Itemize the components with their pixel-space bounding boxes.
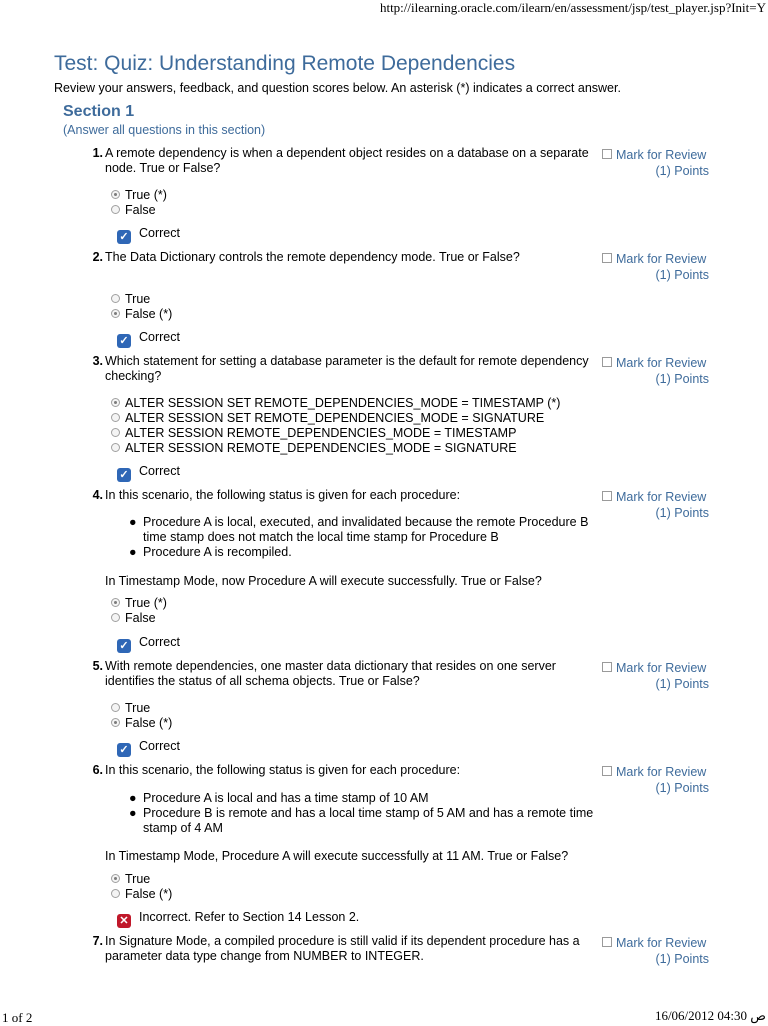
mark-label[interactable]: Mark for Review xyxy=(616,765,707,779)
feedback xyxy=(117,330,180,348)
feedback xyxy=(117,226,180,244)
scenario-list xyxy=(129,791,603,836)
option-2[interactable] xyxy=(111,411,544,426)
list-item xyxy=(129,806,603,836)
checkbox-icon[interactable] xyxy=(602,937,612,947)
radio-icon[interactable] xyxy=(111,443,120,452)
radio-icon[interactable] xyxy=(111,889,120,898)
question-followup: In Timestamp Mode, Procedure A will execute successfully at 11 AM. True or False? xyxy=(105,849,569,863)
checkbox-icon[interactable] xyxy=(602,491,612,501)
option-1[interactable] xyxy=(111,396,560,411)
points: (1) Points xyxy=(655,268,709,282)
question-number: 2. xyxy=(92,250,103,264)
question-number: 5. xyxy=(92,659,103,673)
option-label: True (*) xyxy=(125,596,167,610)
radio-icon[interactable] xyxy=(111,428,120,437)
option-label: ALTER SESSION REMOTE_DEPENDENCIES_MODE = SIGNATURE xyxy=(125,441,517,455)
question-number: 6. xyxy=(92,763,103,777)
option-label: True (*) xyxy=(125,188,167,202)
mark-label[interactable]: Mark for Review xyxy=(616,356,707,370)
option-label: True xyxy=(125,701,151,715)
question-text: The Data Dictionary controls the remote dependency mode. True or False? xyxy=(105,250,520,264)
option-label: False xyxy=(125,611,156,625)
mark-label[interactable]: Mark for Review xyxy=(616,661,707,675)
bullet-icon: ● xyxy=(129,806,137,820)
check-icon: ✓ xyxy=(117,639,131,653)
mark-label[interactable]: Mark for Review xyxy=(616,490,707,504)
mark-for-review[interactable] xyxy=(602,252,706,266)
question-text: In this scenario, the following status is given for each procedure: xyxy=(105,488,461,502)
question-followup: In Timestamp Mode, now Procedure A will execute successfully. True or False? xyxy=(105,574,542,588)
option-label: False (*) xyxy=(125,716,173,730)
page-counter: 1 of 2 xyxy=(2,1010,33,1025)
section-subtitle: (Answer all questions in this section) xyxy=(63,123,266,137)
option-2[interactable] xyxy=(111,887,172,902)
bullet-icon: ● xyxy=(129,515,137,529)
list-item xyxy=(129,545,603,560)
radio-selected-icon[interactable] xyxy=(111,874,120,883)
list-item xyxy=(129,515,603,545)
option-2[interactable] xyxy=(111,611,156,626)
feedback-text: Correct xyxy=(139,464,180,478)
radio-selected-icon[interactable] xyxy=(111,190,120,199)
option-label: ALTER SESSION SET REMOTE_DEPENDENCIES_MODE = SIGNATURE xyxy=(125,411,545,425)
mark-for-review[interactable] xyxy=(602,936,706,950)
option-label: ALTER SESSION REMOTE_DEPENDENCIES_MODE = TIMESTAMP xyxy=(125,426,517,440)
page-title: Test: Quiz: Understanding Remote Dependencies xyxy=(54,52,516,75)
scenario-list xyxy=(129,515,603,560)
mark-for-review[interactable] xyxy=(602,356,706,370)
list-item-text: Procedure A is recompiled. xyxy=(143,545,292,559)
question-text: A remote dependency is when a dependent object resides on a database on a separate node. True or False? xyxy=(105,146,589,175)
x-icon: ✕ xyxy=(117,914,131,928)
check-icon: ✓ xyxy=(117,743,131,757)
option-4[interactable] xyxy=(111,441,517,456)
checkbox-icon[interactable] xyxy=(602,253,612,263)
checkbox-icon[interactable] xyxy=(602,662,612,672)
option-label: ALTER SESSION SET REMOTE_DEPENDENCIES_MODE = TIMESTAMP (*) xyxy=(125,396,561,410)
option-2[interactable] xyxy=(111,307,172,322)
radio-icon[interactable] xyxy=(111,703,120,712)
points: (1) Points xyxy=(655,506,709,520)
mark-for-review[interactable] xyxy=(602,490,706,504)
radio-selected-icon[interactable] xyxy=(111,398,120,407)
option-label: True xyxy=(125,292,151,306)
feedback xyxy=(117,635,180,653)
check-icon: ✓ xyxy=(117,334,131,348)
option-1[interactable] xyxy=(111,701,150,716)
option-2[interactable] xyxy=(111,203,156,218)
option-label: False xyxy=(125,203,156,217)
feedback-text: Correct xyxy=(139,330,180,344)
question-text: Which statement for setting a database parameter is the default for remote dependency checking? xyxy=(105,354,589,383)
option-label: False (*) xyxy=(125,307,173,321)
radio-icon[interactable] xyxy=(111,294,120,303)
feedback xyxy=(117,464,180,482)
checkbox-icon[interactable] xyxy=(602,766,612,776)
check-icon: ✓ xyxy=(117,230,131,244)
radio-icon[interactable] xyxy=(111,613,120,622)
mark-label[interactable]: Mark for Review xyxy=(616,936,707,950)
radio-icon[interactable] xyxy=(111,205,120,214)
option-1[interactable] xyxy=(111,188,167,203)
mark-for-review[interactable] xyxy=(602,661,706,675)
points: (1) Points xyxy=(655,677,709,691)
option-1[interactable] xyxy=(111,596,167,611)
bullet-icon: ● xyxy=(129,791,137,805)
feedback-text: Correct xyxy=(139,739,180,753)
feedback xyxy=(117,739,180,757)
question-number: 1. xyxy=(92,146,103,160)
checkbox-icon[interactable] xyxy=(602,357,612,367)
feedback xyxy=(117,910,359,928)
radio-selected-icon[interactable] xyxy=(111,718,120,727)
question-number: 4. xyxy=(92,488,103,502)
bullet-icon: ● xyxy=(129,545,137,559)
feedback-text: Incorrect. Refer to Section 14 Lesson 2. xyxy=(139,910,360,924)
page-url: http://ilearning.oracle.com/ilearn/en/assessment/jsp/test_player.jsp?Init=Y xyxy=(379,0,766,15)
print-datetime: 16/06/2012 04:30 ص xyxy=(654,1008,766,1023)
radio-selected-icon[interactable] xyxy=(111,598,120,607)
question-number: 7. xyxy=(92,934,103,948)
mark-label[interactable]: Mark for Review xyxy=(616,252,707,266)
option-3[interactable] xyxy=(111,426,516,441)
points: (1) Points xyxy=(655,952,709,966)
feedback-text: Correct xyxy=(139,635,180,649)
instructions: Review your answers, feedback, and question scores below. An asterisk (*) indicates a correct answer. xyxy=(54,81,621,95)
list-item-text: Procedure B is remote and has a local time stamp of 5 AM and has a remote time stamp of 4 AM xyxy=(143,806,594,835)
mark-label[interactable]: Mark for Review xyxy=(616,148,707,162)
option-label: False (*) xyxy=(125,887,173,901)
section-title: Section 1 xyxy=(63,103,135,120)
points: (1) Points xyxy=(655,781,709,795)
list-item xyxy=(129,791,603,806)
question-text: In Signature Mode, a compiled procedure is still valid if its dependent procedure has a parameter data type change from NUMBER to INTEGER. xyxy=(105,934,580,963)
question-number: 3. xyxy=(92,354,103,368)
points: (1) Points xyxy=(655,372,709,386)
question-text: In this scenario, the following status is given for each procedure: xyxy=(105,763,461,777)
feedback-text: Correct xyxy=(139,226,180,240)
option-1[interactable] xyxy=(111,872,150,887)
check-icon: ✓ xyxy=(117,468,131,482)
option-label: True xyxy=(125,872,151,886)
checkbox-icon[interactable] xyxy=(602,149,612,159)
list-item-text: Procedure A is local and has a time stamp of 10 AM xyxy=(143,791,429,805)
points: (1) Points xyxy=(655,164,709,178)
option-2[interactable] xyxy=(111,716,172,731)
radio-icon[interactable] xyxy=(111,413,120,422)
list-item-text: Procedure A is local, executed, and invalidated because the remote Procedure B time stamp does not match the local time stamp for Procedure B xyxy=(143,515,589,544)
mark-for-review[interactable] xyxy=(602,148,706,162)
question-text: With remote dependencies, one master data dictionary that resides on one server identifies the status of all schema objects. True or False? xyxy=(105,659,556,688)
radio-selected-icon[interactable] xyxy=(111,309,120,318)
option-1[interactable] xyxy=(111,292,150,307)
mark-for-review[interactable] xyxy=(602,765,706,779)
